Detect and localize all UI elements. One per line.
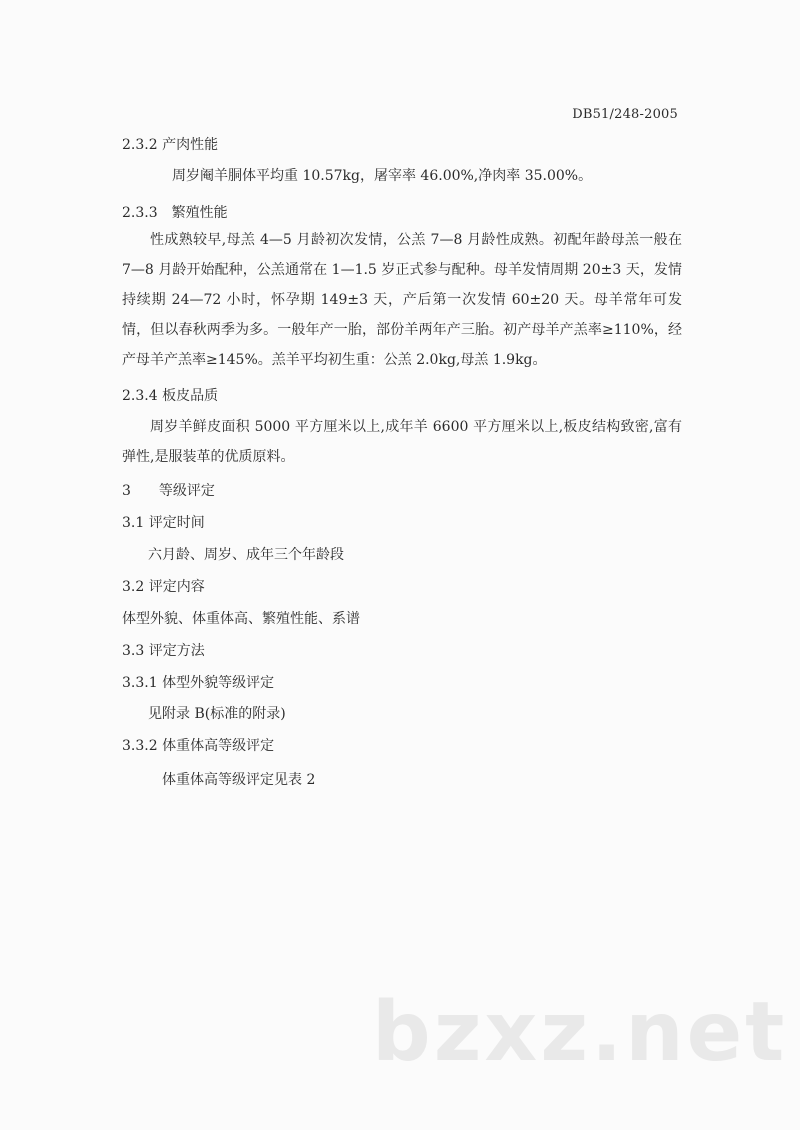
paragraph-3-2: 体型外貌、体重体高、繁殖性能、系谱	[122, 611, 360, 627]
heading-2-3-4: 2.3.4 板皮品质	[122, 388, 219, 404]
paragraph-3-1: 六月龄、周岁、成年三个年龄段	[148, 547, 344, 563]
heading-3-2: 3.2 评定内容	[122, 579, 205, 595]
heading-3-3-2: 3.3.2 体重体高等级评定	[122, 738, 275, 754]
heading-2-3-3: 2.3.3 繁殖性能	[122, 205, 228, 221]
heading-3: 3 等级评定	[122, 483, 215, 499]
document-code: DB51/248-2005	[572, 107, 678, 122]
paragraph-2-3-2: 周岁阉羊胴体平均重 10.57kg，屠宰率 46.00%,净肉率 35.00%。	[172, 168, 593, 184]
paragraph-2-3-4: 周岁羊鲜皮面积 5000 平方厘米以上,成年羊 6600 平方厘米以上,板皮结构致密,富有弹性,是服装革的优质原料。	[122, 419, 682, 465]
paragraph-3-3-1: 见附录 B(标准的附录)	[148, 706, 286, 722]
heading-3-3-1: 3.3.1 体型外貌等级评定	[122, 675, 275, 691]
paragraph-2-3-3: 性成熟较早,母羔 4—5 月龄初次发情，公羔 7—8 月龄性成熟。初配年龄母羔一般在 7—8 月龄开始配种，公羔通常在 1—1.5 岁正式参与配种。母羊发情周期 20±3 天，发情持续期 24—72 小时，怀孕期 149±3 天，产后第一次发情 60±20 天。母羊常年可发情，但以春秋两季为多。一般年产一胎，部份羊两年产三胎。初产母羊产羔率≥110%，经产母羊产羔率≥145%。羔羊平均初生重：公羔 2.0kg,母羔 1.9kg。	[122, 232, 682, 368]
watermark-text: bzxz.net	[372, 985, 788, 1080]
paragraph-3-3-2: 体重体高等级评定见表 2	[162, 772, 316, 788]
heading-3-1: 3.1 评定时间	[122, 515, 205, 531]
heading-3-3: 3.3 评定方法	[122, 643, 205, 659]
heading-2-3-2: 2.3.2 产肉性能	[122, 137, 219, 153]
